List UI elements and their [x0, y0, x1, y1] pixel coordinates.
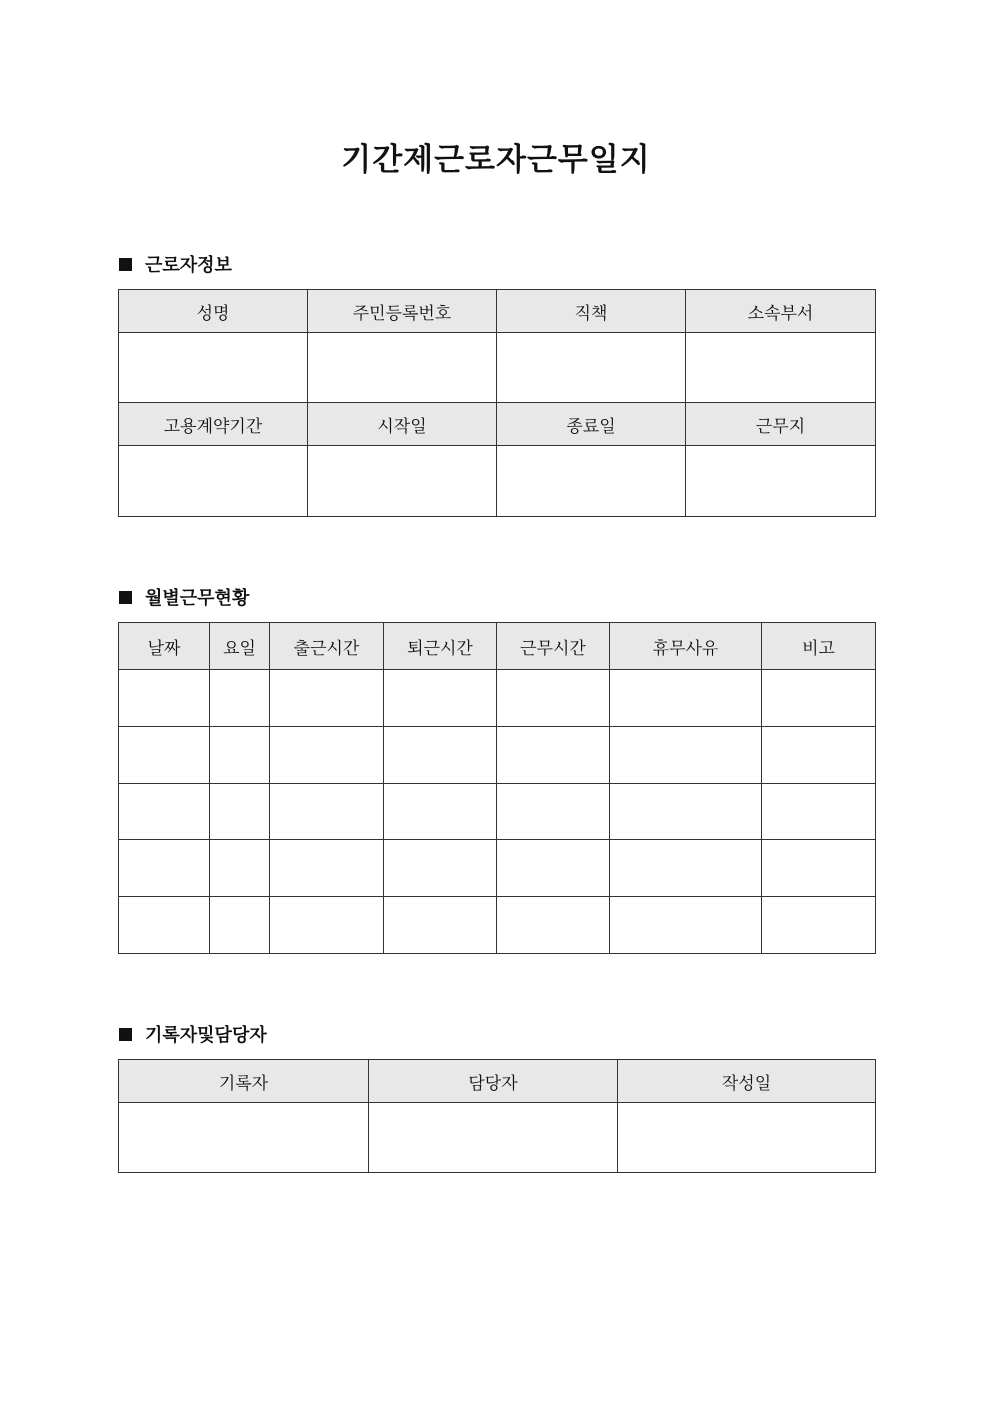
input-cell[interactable] — [497, 840, 610, 897]
header-cell-recorder: 기록자 — [119, 1060, 369, 1103]
header-cell-resident-number: 주민등록번호 — [308, 290, 497, 333]
table-row — [119, 1103, 876, 1173]
table-row — [119, 784, 876, 840]
header-cell-manager: 담당자 — [369, 1060, 618, 1103]
input-cell[interactable] — [497, 670, 610, 727]
input-cell[interactable] — [119, 784, 210, 840]
input-cell[interactable] — [610, 897, 762, 954]
input-cell-manager[interactable] — [369, 1103, 618, 1173]
input-cell[interactable] — [119, 840, 210, 897]
input-cell-written-date[interactable] — [618, 1103, 876, 1173]
header-cell-day: 요일 — [210, 623, 270, 670]
header-cell-name: 성명 — [119, 290, 308, 333]
monthly-status-table — [118, 622, 876, 954]
input-cell[interactable] — [270, 670, 384, 727]
section-heading-label: 근로자정보 — [145, 255, 232, 276]
input-cell[interactable] — [497, 727, 610, 784]
input-cell[interactable] — [610, 727, 762, 784]
table-row — [119, 840, 876, 897]
section-heading-label: 월별근무현황 — [145, 588, 250, 609]
input-cell[interactable] — [384, 840, 497, 897]
input-cell[interactable] — [119, 727, 210, 784]
section-heading-recorder — [119, 1022, 267, 1046]
header-cell-date: 날짜 — [119, 623, 210, 670]
document-title: 기간제근로자근무일지 — [341, 142, 651, 178]
input-cell[interactable] — [210, 897, 270, 954]
input-cell[interactable] — [497, 784, 610, 840]
input-cell[interactable] — [384, 897, 497, 954]
table-row — [119, 446, 876, 517]
input-cell[interactable] — [384, 727, 497, 784]
worker-info-table — [118, 289, 876, 517]
input-cell[interactable] — [210, 840, 270, 897]
input-cell[interactable] — [762, 897, 876, 954]
input-cell-recorder[interactable] — [119, 1103, 369, 1173]
table-row — [119, 670, 876, 727]
input-cell[interactable] — [210, 670, 270, 727]
header-cell-clock-in: 출근시간 — [270, 623, 384, 670]
input-cell[interactable] — [210, 784, 270, 840]
table-header-row — [119, 623, 876, 670]
input-cell-position[interactable] — [497, 333, 686, 403]
input-cell-workplace[interactable] — [686, 446, 876, 517]
header-cell-leave-reason: 휴무사유 — [610, 623, 762, 670]
recorder-table — [118, 1059, 876, 1173]
input-cell[interactable] — [762, 727, 876, 784]
input-cell-contract-period[interactable] — [119, 446, 308, 517]
input-cell[interactable] — [270, 727, 384, 784]
input-cell[interactable] — [384, 784, 497, 840]
square-bullet-icon — [119, 1028, 132, 1041]
header-cell-contract-period: 고용계약기간 — [119, 403, 308, 446]
input-cell[interactable] — [384, 670, 497, 727]
input-cell-department[interactable] — [686, 333, 876, 403]
input-cell-start-date[interactable] — [308, 446, 497, 517]
input-cell[interactable] — [762, 840, 876, 897]
header-cell-remarks: 비고 — [762, 623, 876, 670]
input-cell[interactable] — [497, 897, 610, 954]
input-cell[interactable] — [270, 784, 384, 840]
input-cell[interactable] — [762, 670, 876, 727]
input-cell-resident-number[interactable] — [308, 333, 497, 403]
header-cell-end-date: 종료일 — [497, 403, 686, 446]
table-row — [119, 727, 876, 784]
header-cell-start-date: 시작일 — [308, 403, 497, 446]
section-heading-label: 기록자및담당자 — [145, 1025, 267, 1046]
input-cell[interactable] — [610, 784, 762, 840]
input-cell[interactable] — [210, 727, 270, 784]
header-cell-clock-out: 퇴근시간 — [384, 623, 497, 670]
input-cell[interactable] — [270, 897, 384, 954]
input-cell-end-date[interactable] — [497, 446, 686, 517]
input-cell[interactable] — [119, 670, 210, 727]
input-cell[interactable] — [610, 670, 762, 727]
input-cell[interactable] — [119, 897, 210, 954]
table-header-row — [119, 1060, 876, 1103]
square-bullet-icon — [119, 258, 132, 271]
input-cell[interactable] — [762, 784, 876, 840]
table-header-row — [119, 290, 876, 333]
header-cell-workplace: 근무지 — [686, 403, 876, 446]
input-cell[interactable] — [610, 840, 762, 897]
header-cell-work-hours: 근무시간 — [497, 623, 610, 670]
header-cell-position: 직책 — [497, 290, 686, 333]
section-heading-worker-info — [119, 252, 232, 276]
table-row — [119, 333, 876, 403]
input-cell-name[interactable] — [119, 333, 308, 403]
section-heading-monthly-status — [119, 585, 249, 609]
table-header-row — [119, 403, 876, 446]
table-row — [119, 897, 876, 954]
header-cell-written-date: 작성일 — [618, 1060, 876, 1103]
square-bullet-icon — [119, 591, 132, 604]
header-cell-department: 소속부서 — [686, 290, 876, 333]
input-cell[interactable] — [270, 840, 384, 897]
